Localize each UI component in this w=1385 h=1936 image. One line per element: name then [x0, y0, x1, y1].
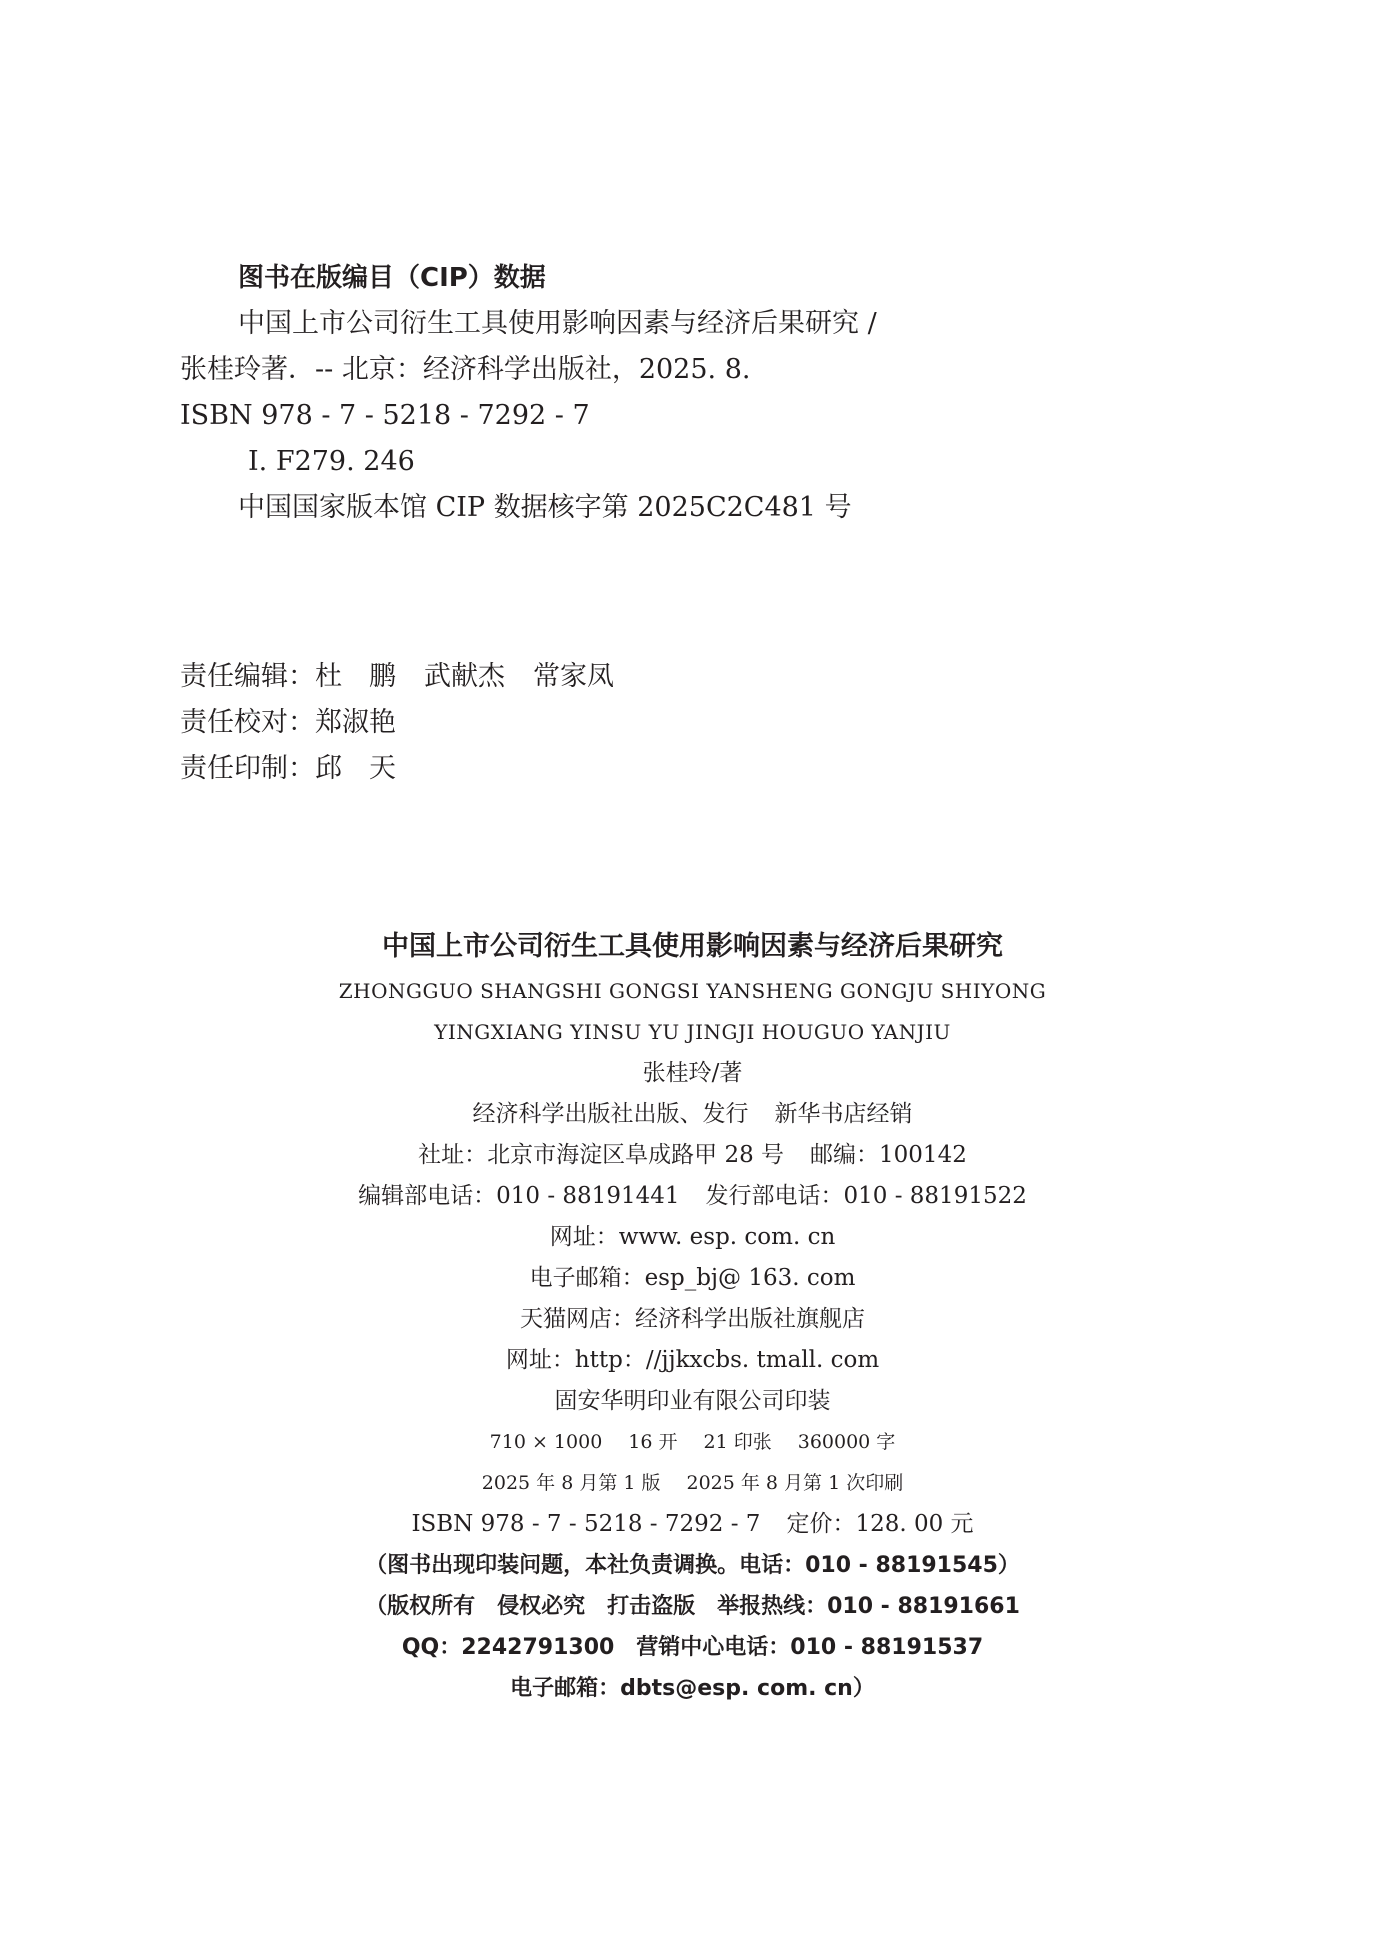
price: 定价：128. 00 元	[786, 1511, 974, 1537]
phone-line	[0, 1176, 1385, 1217]
cip-author-line: 张桂玲著．-- 北京：经济科学出版社，2025. 8.	[180, 354, 751, 385]
address: 社址：北京市海淀区阜成路甲 28 号	[418, 1142, 785, 1168]
specs-line	[0, 1422, 1385, 1463]
distributor: 新华书店经销	[774, 1101, 913, 1127]
spec-format: 710 × 1000	[489, 1431, 603, 1453]
responsible-editor-name: 杜 鹏	[315, 661, 396, 692]
tmall-url: 网址：http：//jjkxcbs. tmall. com	[505, 1347, 880, 1373]
responsible-editor-name: 常家凤	[533, 661, 614, 692]
distribution-phone: 发行部电话：010 - 88191522	[705, 1183, 1027, 1209]
tmall-store: 天猫网店：经济科学出版社旗舰店	[520, 1306, 865, 1332]
print-supervisor-label: 责任印制：	[180, 753, 315, 784]
responsible-editor-label: 责任编辑：	[180, 661, 315, 692]
email: 电子邮箱：esp_bj@ 163. com	[529, 1265, 856, 1291]
responsible-editor-name: 武献杰	[424, 661, 505, 692]
print-supervisor-name: 邱 天	[315, 753, 396, 784]
postcode: 邮编：100142	[810, 1142, 967, 1168]
isbn-price-line	[0, 1504, 1385, 1545]
isbn: ISBN 978 - 7 - 5218 - 7292 - 7	[411, 1511, 761, 1537]
author: 张桂玲/著	[642, 1060, 743, 1086]
notice-line-1: （图书出现印装问题，本社负责调换。电话：010 - 88191545）	[365, 1553, 1020, 1578]
editorial-phone: 编辑部电话：010 - 88191441	[358, 1183, 680, 1209]
notice-line-2: （版权所有 侵权必究 打击盗版 举报热线：010 - 88191661	[365, 1594, 1020, 1619]
spec-sheets: 21 印张	[703, 1431, 772, 1453]
spec-folio: 16 开	[628, 1431, 678, 1453]
address-line	[0, 1135, 1385, 1176]
publisher-line	[0, 1094, 1385, 1135]
edition: 2025 年 8 月第 1 版	[481, 1472, 661, 1494]
publisher: 经济科学出版社出版、发行	[472, 1101, 749, 1127]
cip-title-line: 中国上市公司衍生工具使用影响因素与经济后果研究 /	[238, 308, 877, 339]
proofreader-row	[180, 700, 614, 746]
responsible-editor-row	[180, 654, 614, 700]
printer: 固安华明印业有限公司印装	[554, 1388, 831, 1414]
cip-number-line: 中国国家版本馆 CIP 数据核字第 2025C2C481 号	[238, 492, 852, 523]
notice-line-3: QQ：2242791300 营销中心电话：010 - 88191537	[401, 1635, 984, 1660]
proofreader-name: 郑淑艳	[315, 707, 396, 738]
website: 网址：www. esp. com. cn	[549, 1224, 836, 1250]
responsibility-block	[180, 654, 614, 792]
cip-isbn-line: ISBN 978 - 7 - 5218 - 7292 - 7	[180, 400, 590, 431]
book-title: 中国上市公司衍生工具使用影响因素与经济后果研究	[382, 931, 1003, 962]
cip-classification-line: Ⅰ. F279. 246	[248, 446, 415, 477]
colophon-block	[0, 926, 1385, 1709]
printing: 2025 年 8 月第 1 次印刷	[686, 1472, 904, 1494]
notice-line-4: 电子邮箱：dbts@esp. com. cn）	[510, 1676, 875, 1701]
proofreader-label: 责任校对：	[180, 707, 315, 738]
cip-data-block	[180, 255, 1180, 531]
edition-line	[0, 1463, 1385, 1504]
cip-heading: 图书在版编目（CIP）数据	[238, 263, 546, 293]
spec-wordcount: 360000 字	[797, 1431, 896, 1453]
book-title-pinyin-2: YINGXIANG YINSU YU JINGJI HOUGUO YANJIU	[434, 1020, 951, 1044]
book-title-pinyin-1: ZHONGGUO SHANGSHI GONGSI YANSHENG GONGJU SHIYONG	[338, 979, 1047, 1003]
print-supervisor-row	[180, 746, 614, 792]
